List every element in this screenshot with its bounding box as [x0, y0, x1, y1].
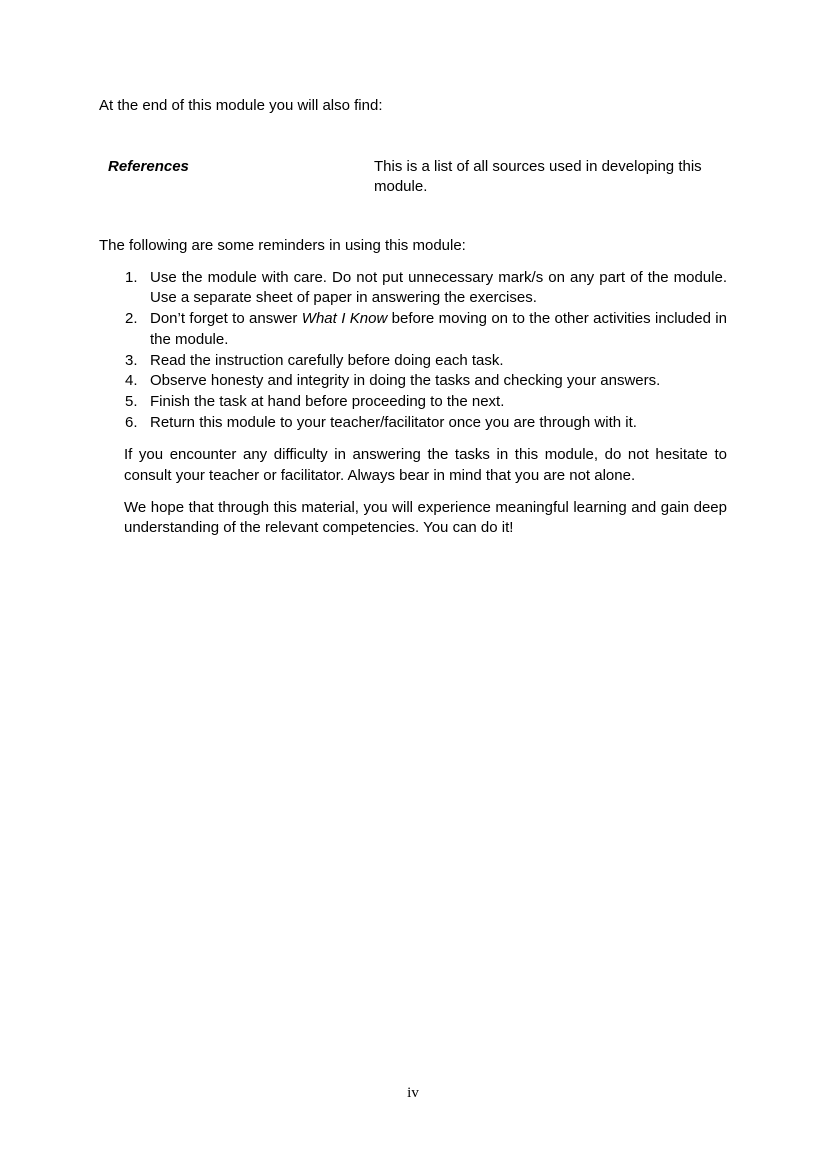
paragraph-hope: We hope that through this material, you will experience meaningful learning and gain deep understanding of the relevant competencies. You can do it!: [124, 498, 727, 537]
reminder-text: Don’t forget to answer What I Know before moving on to the other activities included in the module.: [150, 310, 727, 348]
reminder-text: Return this module to your teacher/facilitator once you are through with it.: [150, 413, 637, 431]
reminder-text: Observe honesty and integrity in doing the tasks and checking your answers.: [150, 372, 661, 390]
reminder-number: 4.: [125, 372, 138, 390]
reminders-list: [99, 268, 727, 434]
paragraph-difficulty: If you encounter any difficulty in answering the tasks in this module, do not hesitate to consult your teacher or facilitator. Always bear in mind that you are not alone.: [124, 446, 727, 484]
reminder-item: [125, 413, 727, 434]
references-description: This is a list of all sources used in developing this module.: [374, 157, 702, 196]
reminder-item: [125, 309, 727, 350]
reminder-item: [125, 392, 727, 413]
references-row: [99, 157, 727, 198]
page-content: [99, 96, 727, 539]
reminder-number: 6.: [125, 413, 138, 431]
page-number: iv: [407, 1085, 419, 1101]
references-label: References: [108, 157, 189, 175]
reminder-number: 1.: [125, 268, 138, 286]
reminder-number: 5.: [125, 392, 138, 410]
reminder-item: [125, 371, 727, 392]
reminder-text: Use the module with care. Do not put unnecessary mark/s on any part of the module. Use a separate sheet of paper in answering the exercises.: [150, 268, 727, 307]
reminder-number: 3.: [125, 351, 138, 369]
reminders-intro-text: The following are some reminders in using this module:: [99, 237, 466, 255]
reminder-text: Finish the task at hand before proceeding to the next.: [150, 392, 505, 410]
italic-phrase: What I Know: [301, 310, 388, 328]
reminder-item: [125, 268, 727, 309]
reminder-item: [125, 351, 727, 372]
intro-text: At the end of this module you will also find:: [99, 97, 383, 114]
reminder-number: 2.: [125, 310, 138, 328]
reminder-text: Read the instruction carefully before doing each task.: [150, 351, 504, 369]
